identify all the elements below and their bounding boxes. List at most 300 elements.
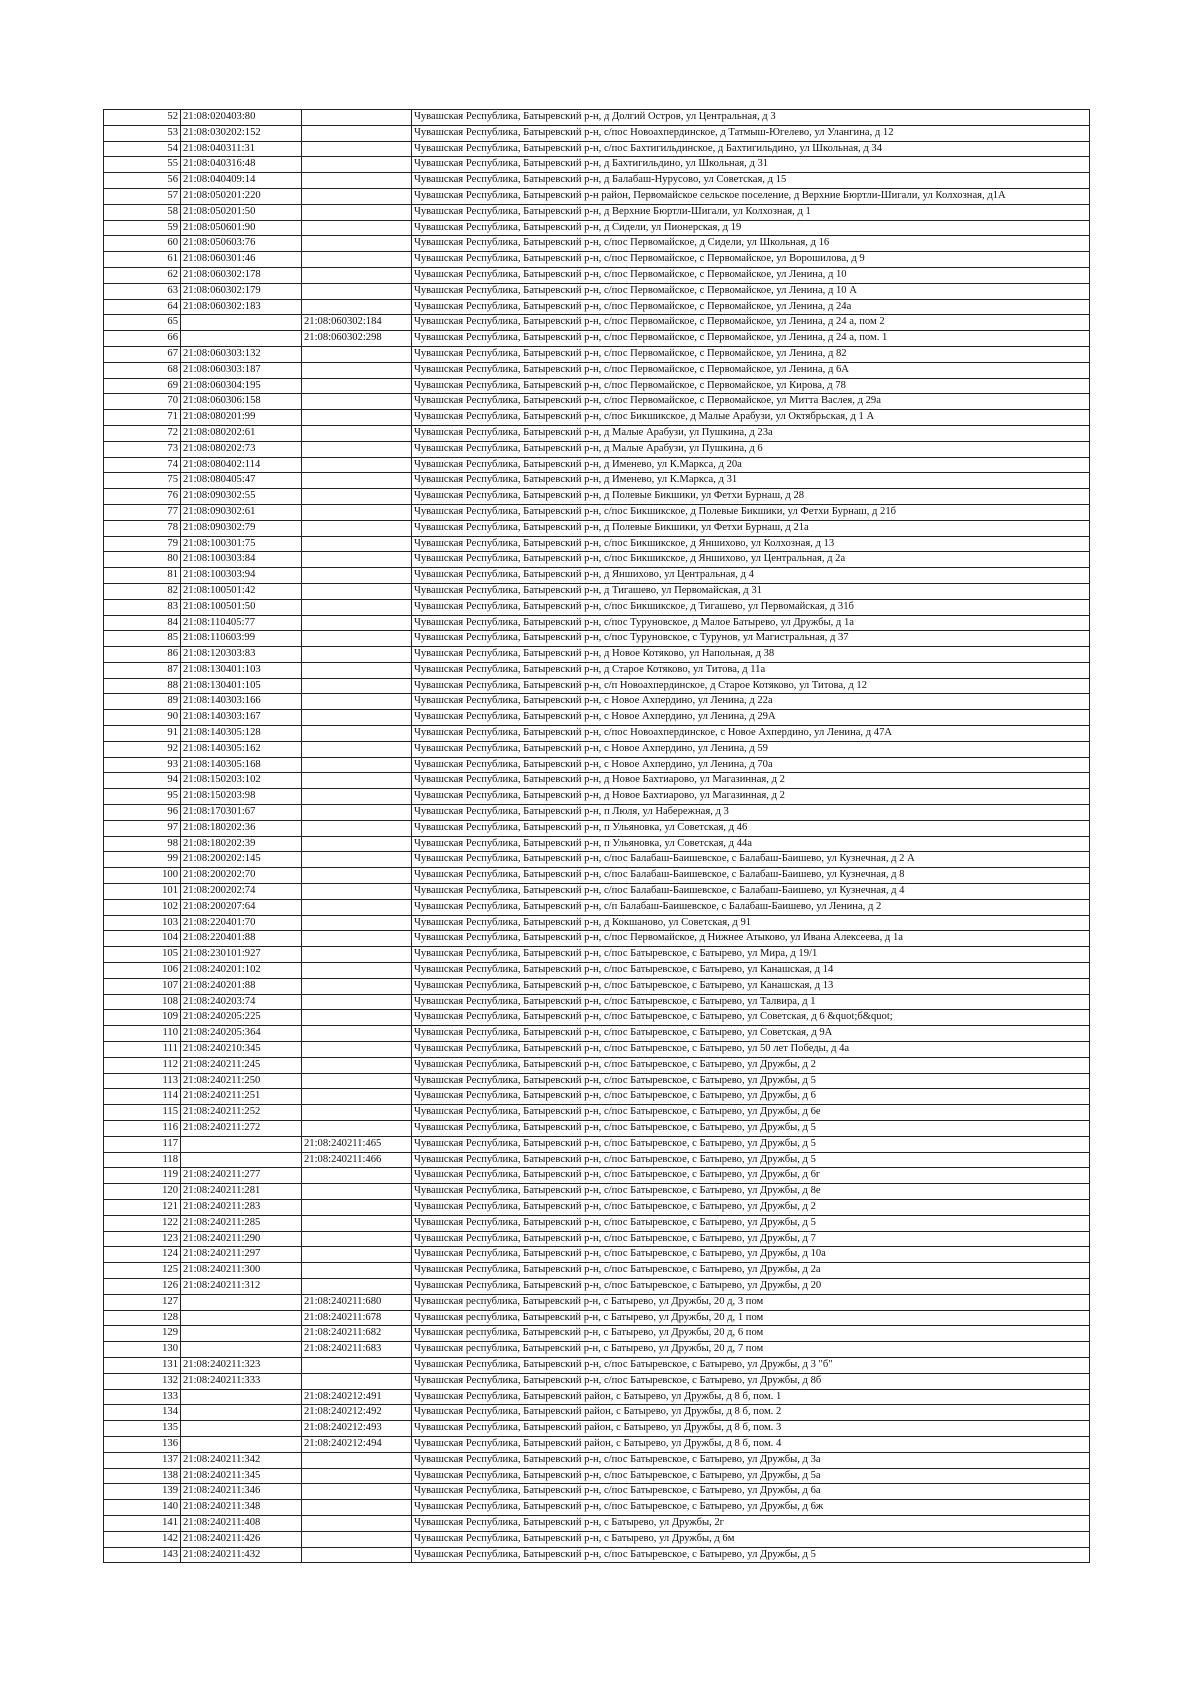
sub-cadastral-number — [302, 599, 412, 615]
table-row — [104, 947, 1090, 963]
address: Чувашская Республика, Батыревский р-н, с/пос Батыревское, с Батырево, ул Дружбы, д 5 — [412, 1121, 1090, 1137]
row-number: 72 — [104, 425, 181, 441]
sub-cadastral-number — [302, 299, 412, 315]
cadastral-number: 21:08:140305:128 — [181, 726, 302, 742]
sub-cadastral-number — [302, 1042, 412, 1058]
address: Чувашская Республика, Батыревский р-н, с/пос Батыревское, с Батырево, ул 50 лет Победы, д 4а — [412, 1042, 1090, 1058]
cadastral-number: 21:08:100303:84 — [181, 552, 302, 568]
property-registry-table — [103, 109, 1090, 1563]
cadastral-number: 21:08:240211:323 — [181, 1357, 302, 1373]
row-number: 79 — [104, 536, 181, 552]
cadastral-number: 21:08:090302:61 — [181, 504, 302, 520]
row-number: 81 — [104, 568, 181, 584]
address: Чувашская Республика, Батыревский р-н, с/пос Первомайское, с Первомайское, ул Кирова, д 78 — [412, 378, 1090, 394]
table-row — [104, 678, 1090, 694]
sub-cadastral-number: 21:08:240211:683 — [302, 1342, 412, 1358]
address: Чувашская Республика, Батыревский р-н, с/пос Батыревское, с Батырево, ул Советская, д 9А — [412, 1026, 1090, 1042]
row-number: 141 — [104, 1515, 181, 1531]
table-row — [104, 267, 1090, 283]
row-number: 65 — [104, 315, 181, 331]
sub-cadastral-number — [302, 1547, 412, 1563]
cadastral-number: 21:08:240211:272 — [181, 1121, 302, 1137]
row-number: 134 — [104, 1405, 181, 1421]
sub-cadastral-number — [302, 726, 412, 742]
address: Чувашская Республика, Батыревский р-н, д Полевые Бикшики, ул Фетхи Бурнаш, д 21а — [412, 520, 1090, 536]
sub-cadastral-number — [302, 1357, 412, 1373]
address: Чувашская Республика, Батыревский р-н, с/пос Бикшикское, д Яншихово, ул Центральная, д 2а — [412, 552, 1090, 568]
address: Чувашская Республика, Батыревский р-н, с/пос Батыревское, с Батырево, ул Дружбы, д 6а — [412, 1484, 1090, 1500]
row-number: 63 — [104, 283, 181, 299]
address: Чувашская Республика, Батыревский р-н, с Батырево, ул Дружбы, д 6м — [412, 1531, 1090, 1547]
address: Чувашская Республика, Батыревский р-н, с/пос Батыревское, с Батырево, ул Дружбы, д 6ж — [412, 1500, 1090, 1516]
table-row — [104, 1405, 1090, 1421]
row-number: 104 — [104, 931, 181, 947]
cadastral-number: 21:08:060302:178 — [181, 267, 302, 283]
table-row — [104, 157, 1090, 173]
cadastral-number: 21:08:170301:67 — [181, 805, 302, 821]
row-number: 129 — [104, 1326, 181, 1342]
table-row — [104, 504, 1090, 520]
table-row — [104, 552, 1090, 568]
sub-cadastral-number — [302, 694, 412, 710]
row-number: 106 — [104, 963, 181, 979]
address: Чувашская Республика, Батыревский р-н, с/пос Новоахпердинское, с Новое Ахпердино, ул Ленина, д 47А — [412, 726, 1090, 742]
table-row — [104, 1010, 1090, 1026]
sub-cadastral-number — [302, 1010, 412, 1026]
sub-cadastral-number — [302, 820, 412, 836]
sub-cadastral-number — [302, 741, 412, 757]
address: Чувашская Республика, Батыревский р-н, с/пос Батыревское, с Батырево, ул Дружбы, д 2 — [412, 1057, 1090, 1073]
address: Чувашская Республика, Батыревский р-н, п Ульяновка, ул Советская, д 44а — [412, 836, 1090, 852]
cadastral-number: 21:08:240211:348 — [181, 1500, 302, 1516]
address: Чувашская Республика, Батыревский р-н, д Старое Котяково, ул Титова, д 11а — [412, 662, 1090, 678]
sub-cadastral-number — [302, 678, 412, 694]
address: Чувашская Республика, Батыревский район, с Батырево, ул Дружбы, д 8 б, пом. 2 — [412, 1405, 1090, 1421]
cadastral-number: 21:08:240211:300 — [181, 1263, 302, 1279]
cadastral-number: 21:08:240211:408 — [181, 1515, 302, 1531]
table-row — [104, 489, 1090, 505]
sub-cadastral-number: 21:08:060302:184 — [302, 315, 412, 331]
row-number: 67 — [104, 346, 181, 362]
table-row — [104, 1531, 1090, 1547]
cadastral-number: 21:08:240210:345 — [181, 1042, 302, 1058]
sub-cadastral-number — [302, 631, 412, 647]
table-row — [104, 710, 1090, 726]
table-row — [104, 884, 1090, 900]
row-number: 53 — [104, 125, 181, 141]
table-row — [104, 1263, 1090, 1279]
address: Чувашская Республика, Батыревский р-н, с/пос Бикшикское, д Тигашево, ул Первомайская, д 31б — [412, 599, 1090, 615]
sub-cadastral-number — [302, 994, 412, 1010]
table-row — [104, 220, 1090, 236]
sub-cadastral-number — [302, 1231, 412, 1247]
address: Чувашская Республика, Батыревский р-н, с/пос Бикшикское, д Малые Арабузи, ул Октябрьская, д 1 А — [412, 410, 1090, 426]
cadastral-number: 21:08:140303:166 — [181, 694, 302, 710]
address: Чувашская Республика, Батыревский р-н, с/пос Первомайское, д Нижнее Атыково, ул Ивана Алексеева, д 1а — [412, 931, 1090, 947]
sub-cadastral-number: 21:08:240212:493 — [302, 1421, 412, 1437]
sub-cadastral-number — [302, 836, 412, 852]
address: Чувашская Республика, Батыревский р-н, с/пос Батыревское, с Батырево, ул Дружбы, д 20 — [412, 1278, 1090, 1294]
cadastral-number: 21:08:050601:90 — [181, 220, 302, 236]
cadastral-number: 21:08:040409:14 — [181, 173, 302, 189]
table-row — [104, 757, 1090, 773]
sub-cadastral-number — [302, 110, 412, 126]
cadastral-number: 21:08:100501:50 — [181, 599, 302, 615]
address: Чувашская Республика, Батыревский р-н, с/пос Батыревское, с Батырево, ул Дружбы, д 5 — [412, 1547, 1090, 1563]
table-row — [104, 1105, 1090, 1121]
row-number: 98 — [104, 836, 181, 852]
cadastral-number: 21:08:180202:36 — [181, 820, 302, 836]
row-number: 111 — [104, 1042, 181, 1058]
address: Чувашская Республика, Батыревский район, с Батырево, ул Дружбы, д 8 б, пом. 4 — [412, 1436, 1090, 1452]
cadastral-number: 21:08:240211:281 — [181, 1184, 302, 1200]
table-row — [104, 331, 1090, 347]
sub-cadastral-number — [302, 947, 412, 963]
cadastral-number: 21:08:240211:252 — [181, 1105, 302, 1121]
row-number: 126 — [104, 1278, 181, 1294]
cadastral-number — [181, 1436, 302, 1452]
address: Чувашская Республика, Батыревский р-н, д Балабаш-Нурусово, ул Советская, д 15 — [412, 173, 1090, 189]
row-number: 52 — [104, 110, 181, 126]
table-row — [104, 1468, 1090, 1484]
table-row — [104, 346, 1090, 362]
cadastral-number: 21:08:200202:74 — [181, 884, 302, 900]
cadastral-number: 21:08:240211:250 — [181, 1073, 302, 1089]
sub-cadastral-number: 21:08:240211:465 — [302, 1136, 412, 1152]
row-number: 102 — [104, 899, 181, 915]
table-row — [104, 1436, 1090, 1452]
table-row — [104, 1373, 1090, 1389]
address: Чувашская Республика, Батыревский р-н, с Новое Ахпердино, ул Ленина, д 59 — [412, 741, 1090, 757]
table-row — [104, 1057, 1090, 1073]
address: Чувашская Республика, Батыревский р-н, д Полевые Бикшики, ул Фетхи Бурнаш, д 28 — [412, 489, 1090, 505]
cadastral-number: 21:08:060304:195 — [181, 378, 302, 394]
address: Чувашская Республика, Батыревский р-н, с/пос Первомайское, с Первомайское, ул Ленина, д 24а — [412, 299, 1090, 315]
cadastral-number: 21:08:240205:225 — [181, 1010, 302, 1026]
sub-cadastral-number — [302, 1263, 412, 1279]
address: Чувашская Республика, Батыревский р-н район, Первомайское сельское поселение, д Верхние Бюртли-Шигали, ул Колхозная, д1А — [412, 188, 1090, 204]
table-row — [104, 457, 1090, 473]
registry-body — [104, 110, 1090, 1563]
row-number: 68 — [104, 362, 181, 378]
table-row — [104, 1452, 1090, 1468]
cadastral-number: 21:08:060303:132 — [181, 346, 302, 362]
sub-cadastral-number — [302, 583, 412, 599]
cadastral-number — [181, 1136, 302, 1152]
cadastral-number: 21:08:100501:42 — [181, 583, 302, 599]
row-number: 85 — [104, 631, 181, 647]
table-row — [104, 978, 1090, 994]
sub-cadastral-number — [302, 757, 412, 773]
address: Чувашская Республика, Батыревский р-н, с Новое Ахпердино, ул Ленина, д 29А — [412, 710, 1090, 726]
cadastral-number: 21:08:240211:333 — [181, 1373, 302, 1389]
sub-cadastral-number — [302, 457, 412, 473]
row-number: 94 — [104, 773, 181, 789]
table-row — [104, 568, 1090, 584]
row-number: 139 — [104, 1484, 181, 1500]
row-number: 82 — [104, 583, 181, 599]
table-row — [104, 410, 1090, 426]
sub-cadastral-number — [302, 1215, 412, 1231]
row-number: 117 — [104, 1136, 181, 1152]
table-row — [104, 1073, 1090, 1089]
address: Чувашская Республика, Батыревский р-н, д Бахтигильдино, ул Школьная, д 31 — [412, 157, 1090, 173]
cadastral-number: 21:08:130401:105 — [181, 678, 302, 694]
table-row — [104, 141, 1090, 157]
sub-cadastral-number: 21:08:240211:682 — [302, 1326, 412, 1342]
row-number: 142 — [104, 1531, 181, 1547]
address: Чувашская республика, Батыревский р-н, с Батырево, ул Дружбы, 20 д, 7 пом — [412, 1342, 1090, 1358]
cadastral-number: 21:08:050201:220 — [181, 188, 302, 204]
address: Чувашская Республика, Батыревский р-н, д Именево, ул К.Маркса, д 20а — [412, 457, 1090, 473]
cadastral-number: 21:08:080202:61 — [181, 425, 302, 441]
cadastral-number — [181, 1152, 302, 1168]
sub-cadastral-number — [302, 236, 412, 252]
table-row — [104, 836, 1090, 852]
cadastral-number: 21:08:060303:187 — [181, 362, 302, 378]
address: Чувашская Республика, Батыревский р-н, д Малые Арабузи, ул Пушкина, д 6 — [412, 441, 1090, 457]
cadastral-number — [181, 315, 302, 331]
sub-cadastral-number — [302, 1073, 412, 1089]
table-row — [104, 1547, 1090, 1563]
address: Чувашская республика, Батыревский р-н, с Батырево, ул Дружбы, 20 д, 6 пом — [412, 1326, 1090, 1342]
address: Чувашская Республика, Батыревский р-н, с Новое Ахпердино, ул Ленина, д 70а — [412, 757, 1090, 773]
row-number: 87 — [104, 662, 181, 678]
table-row — [104, 820, 1090, 836]
sub-cadastral-number — [302, 1531, 412, 1547]
cadastral-number: 21:08:240211:432 — [181, 1547, 302, 1563]
sub-cadastral-number — [302, 773, 412, 789]
address: Чувашская Республика, Батыревский р-н, с/пос Батыревское, с Батырево, ул Советская, д 6 &quot;б&quot; — [412, 1010, 1090, 1026]
sub-cadastral-number — [302, 915, 412, 931]
table-row — [104, 1484, 1090, 1500]
cadastral-number — [181, 1326, 302, 1342]
cadastral-number — [181, 1294, 302, 1310]
address: Чувашская Республика, Батыревский р-н, д Сидели, ул Пионерская, д 19 — [412, 220, 1090, 236]
sub-cadastral-number: 21:08:240212:491 — [302, 1389, 412, 1405]
row-number: 140 — [104, 1500, 181, 1516]
sub-cadastral-number: 21:08:240212:494 — [302, 1436, 412, 1452]
sub-cadastral-number — [302, 662, 412, 678]
address: Чувашская Республика, Батыревский р-н, с/пос Батыревское, с Батырево, ул Дружбы, д 8е — [412, 1184, 1090, 1200]
address: Чувашская Республика, Батыревский р-н, с/пос Первомайское, с Первомайское, ул Ленина, д 10 А — [412, 283, 1090, 299]
cadastral-number: 21:08:040316:48 — [181, 157, 302, 173]
cadastral-number: 21:08:240205:364 — [181, 1026, 302, 1042]
address: Чувашская Республика, Батыревский р-н, с/пос Батыревское, с Батырево, ул Дружбы, д 5а — [412, 1468, 1090, 1484]
row-number: 88 — [104, 678, 181, 694]
address: Чувашская Республика, Батыревский р-н, с/пос Батыревское, с Батырево, ул Дружбы, д 8б — [412, 1373, 1090, 1389]
cadastral-number: 21:08:240211:297 — [181, 1247, 302, 1263]
cadastral-number: 21:08:080402:114 — [181, 457, 302, 473]
row-number: 60 — [104, 236, 181, 252]
sub-cadastral-number: 21:08:060302:298 — [302, 331, 412, 347]
row-number: 127 — [104, 1294, 181, 1310]
row-number: 116 — [104, 1121, 181, 1137]
row-number: 56 — [104, 173, 181, 189]
address: Чувашская Республика, Батыревский р-н, д Яншихово, ул Центральная, д 4 — [412, 568, 1090, 584]
address: Чувашская республика, Батыревский р-н, с Батырево, ул Дружбы, 20 д, 1 пом — [412, 1310, 1090, 1326]
address: Чувашская Республика, Батыревский р-н, с/пос Туруновское, с Турунов, ул Магистральная, д 37 — [412, 631, 1090, 647]
table-row — [104, 1421, 1090, 1437]
sub-cadastral-number — [302, 1199, 412, 1215]
row-number: 101 — [104, 884, 181, 900]
sub-cadastral-number — [302, 647, 412, 663]
cadastral-number: 21:08:140305:162 — [181, 741, 302, 757]
address: Чувашская Республика, Батыревский р-н, с/пос Первомайское, с Первомайское, ул Митта Васлея, д 29а — [412, 394, 1090, 410]
table-row — [104, 252, 1090, 268]
sub-cadastral-number: 21:08:240211:680 — [302, 1294, 412, 1310]
table-row — [104, 852, 1090, 868]
table-row — [104, 362, 1090, 378]
cadastral-number: 21:08:060301:46 — [181, 252, 302, 268]
table-row — [104, 1215, 1090, 1231]
table-row — [104, 1152, 1090, 1168]
cadastral-number: 21:08:060302:179 — [181, 283, 302, 299]
cadastral-number — [181, 331, 302, 347]
sub-cadastral-number — [302, 504, 412, 520]
row-number: 80 — [104, 552, 181, 568]
row-number: 123 — [104, 1231, 181, 1247]
sub-cadastral-number — [302, 963, 412, 979]
sub-cadastral-number — [302, 173, 412, 189]
table-row — [104, 1121, 1090, 1137]
row-number: 66 — [104, 331, 181, 347]
table-row — [104, 520, 1090, 536]
address: Чувашская Республика, Батыревский р-н, с/п Балабаш-Баишевское, с Балабаш-Баишево, ул Ленина, д 2 — [412, 899, 1090, 915]
cadastral-number: 21:08:240211:251 — [181, 1089, 302, 1105]
row-number: 91 — [104, 726, 181, 742]
row-number: 55 — [104, 157, 181, 173]
address: Чувашская Республика, Батыревский р-н, с/пос Батыревское, с Батырево, ул Дружбы, д 2 — [412, 1199, 1090, 1215]
address: Чувашская Республика, Батыревский р-н, с/пос Бахтигильдинское, д Бахтигильдино, ул Школьная, д 34 — [412, 141, 1090, 157]
table-row — [104, 741, 1090, 757]
address: Чувашская Республика, Батыревский р-н, с/пос Батыревское, с Батырево, ул Дружбы, д 5 — [412, 1215, 1090, 1231]
row-number: 113 — [104, 1073, 181, 1089]
row-number: 90 — [104, 710, 181, 726]
address: Чувашская Республика, Батыревский р-н, с/пос Первомайское, д Сидели, ул Школьная, д 16 — [412, 236, 1090, 252]
table-row — [104, 583, 1090, 599]
table-row — [104, 1231, 1090, 1247]
cadastral-number — [181, 1389, 302, 1405]
sub-cadastral-number — [302, 852, 412, 868]
sub-cadastral-number — [302, 204, 412, 220]
address: Чувашская Республика, Батыревский р-н, с/пос Первомайское, с Первомайское, ул Ленина, д 10 — [412, 267, 1090, 283]
cadastral-number: 21:08:110603:99 — [181, 631, 302, 647]
sub-cadastral-number — [302, 489, 412, 505]
row-number: 99 — [104, 852, 181, 868]
address: Чувашская Республика, Батыревский р-н, с/пос Первомайское, с Первомайское, ул Ворошилова, д 9 — [412, 252, 1090, 268]
address: Чувашская Республика, Батыревский р-н, с/пос Балабаш-Баишевское, с Балабаш-Баишево, ул Кузнечная, д 8 — [412, 868, 1090, 884]
sub-cadastral-number — [302, 899, 412, 915]
sub-cadastral-number: 21:08:240211:466 — [302, 1152, 412, 1168]
sub-cadastral-number — [302, 1057, 412, 1073]
sub-cadastral-number — [302, 1452, 412, 1468]
sub-cadastral-number — [302, 1026, 412, 1042]
address: Чувашская Республика, Батыревский р-н, с/пос Первомайское, с Первомайское, ул Ленина, д 6А — [412, 362, 1090, 378]
sub-cadastral-number — [302, 1484, 412, 1500]
address: Чувашская Республика, Батыревский р-н, с/пос Балабаш-Баишевское, с Балабаш-Баишево, ул Кузнечная, д 4 — [412, 884, 1090, 900]
address: Чувашская Республика, Батыревский р-н, с Новое Ахпердино, ул Ленина, д 22а — [412, 694, 1090, 710]
table-row — [104, 173, 1090, 189]
table-row — [104, 994, 1090, 1010]
cadastral-number: 21:08:110405:77 — [181, 615, 302, 631]
table-row — [104, 647, 1090, 663]
cadastral-number: 21:08:180202:39 — [181, 836, 302, 852]
sub-cadastral-number — [302, 441, 412, 457]
address: Чувашская Республика, Батыревский р-н, с/пос Батыревское, с Батырево, ул Талвира, д 1 — [412, 994, 1090, 1010]
sub-cadastral-number — [302, 1373, 412, 1389]
sub-cadastral-number — [302, 884, 412, 900]
address: Чувашская Республика, Батыревский р-н, с/пос Бикшикское, д Яншихово, ул Колхозная, д 13 — [412, 536, 1090, 552]
table-row — [104, 1500, 1090, 1516]
address: Чувашская Республика, Батыревский р-н, с/пос Туруновское, д Малое Батырево, ул Дружбы, д 1а — [412, 615, 1090, 631]
cadastral-number: 21:08:020403:80 — [181, 110, 302, 126]
address: Чувашская Республика, Батыревский р-н, д Долгий Остров, ул Центральная, д 3 — [412, 110, 1090, 126]
cadastral-number: 21:08:100303:94 — [181, 568, 302, 584]
address: Чувашская Республика, Батыревский р-н, д Верхние Бюртли-Шигали, ул Колхозная, д 1 — [412, 204, 1090, 220]
table-row — [104, 1136, 1090, 1152]
row-number: 133 — [104, 1389, 181, 1405]
table-row — [104, 1310, 1090, 1326]
cadastral-number: 21:08:220401:88 — [181, 931, 302, 947]
sub-cadastral-number — [302, 1500, 412, 1516]
address: Чувашская Республика, Батыревский р-н, п Люля, ул Набережная, д 3 — [412, 805, 1090, 821]
cadastral-number — [181, 1342, 302, 1358]
cadastral-number: 21:08:100301:75 — [181, 536, 302, 552]
address: Чувашская Республика, Батыревский р-н, с/пос Батыревское, с Батырево, ул Дружбы, д 3 "б" — [412, 1357, 1090, 1373]
cadastral-number: 21:08:080201:99 — [181, 410, 302, 426]
cadastral-number: 21:08:150203:98 — [181, 789, 302, 805]
row-number: 95 — [104, 789, 181, 805]
address: Чувашская Республика, Батыревский р-н, с/пос Батыревское, с Батырево, ул Дружбы, д 6е — [412, 1105, 1090, 1121]
sub-cadastral-number — [302, 473, 412, 489]
table-row — [104, 1342, 1090, 1358]
cadastral-number: 21:08:130401:103 — [181, 662, 302, 678]
table-row — [104, 1026, 1090, 1042]
row-number: 86 — [104, 647, 181, 663]
cadastral-number: 21:08:080202:73 — [181, 441, 302, 457]
sub-cadastral-number — [302, 1168, 412, 1184]
cadastral-number: 21:08:220401:70 — [181, 915, 302, 931]
sub-cadastral-number — [302, 425, 412, 441]
table-row — [104, 931, 1090, 947]
sub-cadastral-number — [302, 1278, 412, 1294]
table-row — [104, 110, 1090, 126]
address: Чувашская Республика, Батыревский р-н, д Малые Арабузи, ул Пушкина, д 23а — [412, 425, 1090, 441]
table-row — [104, 615, 1090, 631]
address: Чувашская Республика, Батыревский р-н, с/пос Первомайское, с Первомайское, ул Ленина, д 24 а, пом 2 — [412, 315, 1090, 331]
row-number: 109 — [104, 1010, 181, 1026]
row-number: 119 — [104, 1168, 181, 1184]
table-row — [104, 204, 1090, 220]
sub-cadastral-number — [302, 615, 412, 631]
table-row — [104, 378, 1090, 394]
row-number: 93 — [104, 757, 181, 773]
sub-cadastral-number — [302, 1515, 412, 1531]
table-row — [104, 1089, 1090, 1105]
cadastral-number: 21:08:240201:102 — [181, 963, 302, 979]
table-row — [104, 1247, 1090, 1263]
table-row — [104, 868, 1090, 884]
table-row — [104, 283, 1090, 299]
cadastral-number: 21:08:240211:312 — [181, 1278, 302, 1294]
sub-cadastral-number — [302, 978, 412, 994]
address: Чувашская Республика, Батыревский р-н, с/пос Батыревское, с Батырево, ул Дружбы, д 5 — [412, 1136, 1090, 1152]
table-row — [104, 899, 1090, 915]
table-row — [104, 125, 1090, 141]
sub-cadastral-number — [302, 283, 412, 299]
row-number: 92 — [104, 741, 181, 757]
